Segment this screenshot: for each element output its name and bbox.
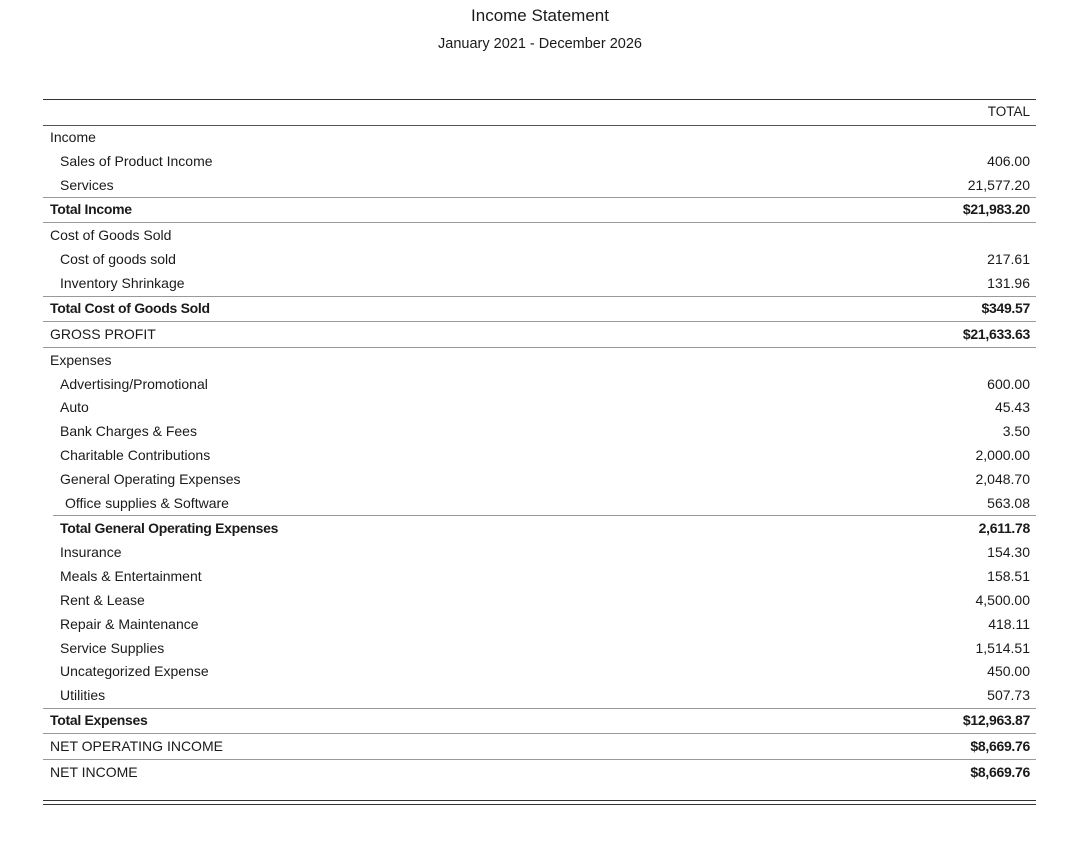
row-amount[interactable]: $8,669.76: [970, 737, 1030, 754]
row-label: Service Supplies: [60, 639, 165, 656]
row-amount[interactable]: 600.00: [987, 375, 1030, 392]
row-amount[interactable]: $12,963.87: [962, 711, 1030, 728]
total-row-general-operating-expenses: [53, 515, 1036, 541]
gross-profit-row: [43, 321, 1036, 347]
row-label: Charitable Contributions: [60, 446, 211, 463]
row-label: Cost of Goods Sold: [50, 227, 172, 244]
account-row-charitable-contributions[interactable]: [43, 444, 1036, 468]
row-amount[interactable]: $21,633.63: [962, 325, 1030, 342]
row-amount[interactable]: 217.61: [987, 251, 1030, 268]
net-income-row: [43, 759, 1036, 785]
row-amount[interactable]: 2,048.70: [975, 470, 1030, 487]
account-row-advertising-promotional[interactable]: [43, 373, 1036, 397]
report-title: Income Statement: [471, 6, 609, 25]
account-row-office-supplies-software[interactable]: [43, 492, 1036, 516]
row-label: GROSS PROFIT: [50, 325, 156, 342]
total-row-cost-of-goods-sold: [43, 296, 1036, 321]
row-amount[interactable]: 418.11: [988, 615, 1030, 632]
row-label: Income: [50, 129, 96, 145]
row-amount[interactable]: $8,669.76: [970, 763, 1030, 780]
account-row-sales-of-product-income[interactable]: [43, 150, 1036, 174]
row-amount[interactable]: 45.43: [994, 399, 1030, 416]
row-label: Uncategorized Expense: [60, 663, 209, 680]
row-label: Sales of Product Income: [60, 152, 213, 169]
row-label: Expenses: [50, 351, 112, 368]
row-amount[interactable]: 450.00: [987, 663, 1030, 680]
account-row-utilities[interactable]: [43, 684, 1036, 708]
row-amount[interactable]: 158.51: [987, 568, 1030, 585]
row-label: General Operating Expenses: [60, 470, 241, 487]
row-label: Total Cost of Goods Sold: [50, 299, 210, 316]
row-label: Rent & Lease: [60, 591, 145, 608]
row-label: Total Expenses: [50, 711, 148, 728]
row-amount[interactable]: 2,000.00: [975, 446, 1030, 463]
grand-total-double-rule: [43, 800, 1036, 805]
row-label: NET INCOME: [50, 763, 138, 780]
row-amount[interactable]: 563.08: [987, 494, 1030, 511]
row-label: Total General Operating Expenses: [60, 520, 279, 537]
account-row-rent-lease[interactable]: [43, 589, 1036, 613]
account-row-cost-of-goods-sold[interactable]: [43, 248, 1036, 272]
row-label: Office supplies & Software: [65, 494, 229, 511]
account-row-auto[interactable]: [43, 396, 1036, 420]
total-row-income: [43, 197, 1036, 222]
row-amount[interactable]: 154.30: [987, 544, 1030, 561]
total-row-expenses: [43, 708, 1036, 733]
row-label: Repair & Maintenance: [60, 615, 199, 632]
row-label: Services: [60, 176, 114, 193]
row-amount[interactable]: 507.73: [987, 687, 1030, 704]
row-amount[interactable]: 406.00: [987, 152, 1030, 169]
account-row-services[interactable]: [43, 174, 1036, 198]
account-row-service-supplies[interactable]: [43, 637, 1036, 661]
row-amount[interactable]: 4,500.00: [975, 591, 1030, 608]
row-amount[interactable]: 21,577.20: [967, 176, 1030, 193]
row-label: Cost of goods sold: [60, 251, 176, 268]
column-header-total: TOTAL: [987, 104, 1030, 119]
net-operating-income-row: [43, 733, 1036, 759]
report-period: January 2021 - December 2026: [438, 36, 642, 52]
row-label: Advertising/Promotional: [60, 375, 208, 392]
row-amount[interactable]: $21,983.20: [962, 201, 1030, 218]
row-label: NET OPERATING INCOME: [50, 737, 223, 754]
row-label: Bank Charges & Fees: [60, 423, 197, 440]
row-amount[interactable]: 131.96: [987, 274, 1030, 291]
row-label: Utilities: [60, 687, 106, 704]
row-label: Total Income: [50, 201, 132, 218]
account-row-meals-entertainment[interactable]: [43, 565, 1036, 589]
section-income: [43, 126, 1036, 150]
report-table: [43, 99, 1036, 785]
row-amount[interactable]: 1,514.51: [975, 639, 1030, 656]
section-expenses: [43, 347, 1036, 373]
account-row-general-operating-expenses[interactable]: [43, 468, 1036, 492]
row-label: Auto: [60, 399, 89, 416]
account-row-insurance[interactable]: [43, 541, 1036, 565]
row-amount[interactable]: $349.57: [981, 299, 1030, 316]
account-row-bank-charges-fees[interactable]: [43, 420, 1036, 444]
row-amount[interactable]: 2,611.78: [978, 520, 1030, 537]
section-cost-of-goods-sold: [43, 222, 1036, 248]
account-row-repair-maintenance[interactable]: [43, 613, 1036, 637]
account-row-inventory-shrinkage[interactable]: [43, 272, 1036, 296]
row-label: Insurance: [60, 544, 122, 561]
row-amount[interactable]: 3.50: [1002, 423, 1030, 440]
row-label: Inventory Shrinkage: [60, 274, 185, 291]
row-label: Meals & Entertainment: [60, 568, 202, 585]
account-row-uncategorized-expense[interactable]: [43, 660, 1036, 684]
column-header-row: [43, 100, 1036, 126]
